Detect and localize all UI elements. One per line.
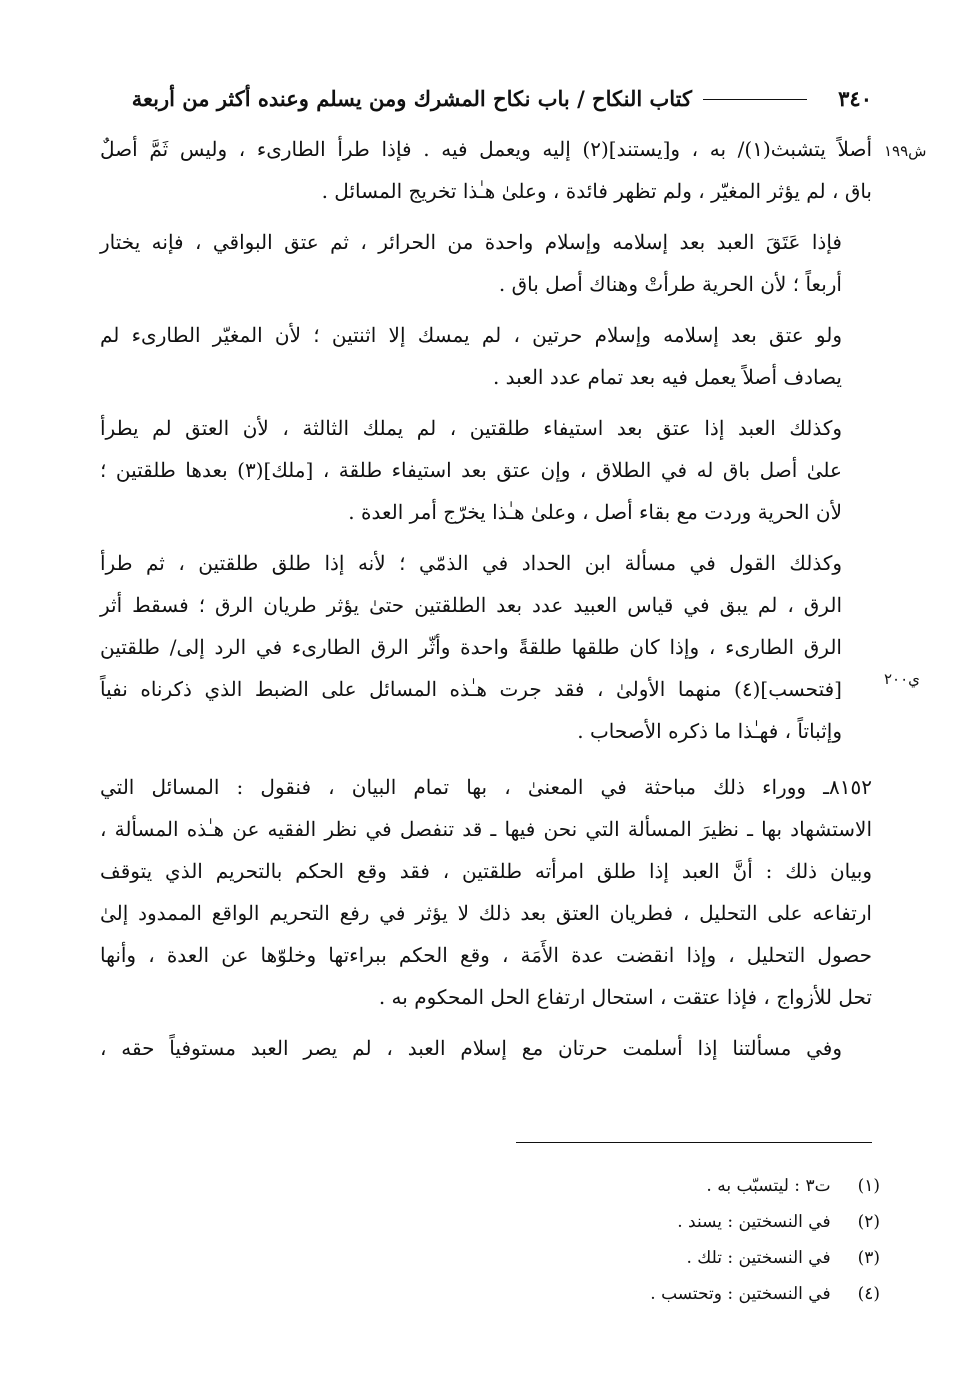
page-number: ٣٤٠ (838, 86, 872, 111)
footnote-number: (٤) (857, 1284, 880, 1304)
text-line: يصادف أصلاً يعمل فيه بعد تمام عدد العبد . (492, 365, 842, 389)
text-line: فإذا عَتَقَ العبد بعد إسلامه وإسلام واحدة من الحرائر ، ثم عتق البواقي ، فإنه يختار (100, 230, 842, 254)
footnote (500, 1276, 880, 1312)
footnote-number: (٢) (857, 1212, 880, 1232)
text-line: ارتفاعه على التحليل ، فطريان العتق بعد ذلك لا يؤثر في رفع التحريم الواقع الممدود إلىٰ (100, 901, 872, 925)
text-line: ٨١٥٢ـ ووراء ذلك مباحثة في المعنىٰ ، بها تمام البيان ، فنقول : المسائل التي (100, 775, 872, 799)
footnotes (500, 1168, 880, 1312)
text-line: الاستشهاد بها ـ نظيرَ المسألة التي نحن فيها ـ قد تنفصل في نظر الفقيه عن هـٰذه المسألة ، (100, 817, 872, 841)
text-line: لأن الحرية وردت مع بقاء أصل ، وعلىٰ هـٰذا يخرّج أمر العدة . (348, 500, 842, 524)
text-line: وبيان ذلك : أنَّ العبد إذا طلق امرأته طلقتين ، فقد وقع الحكم بالتحريم الذي يتوقف (100, 859, 872, 883)
footnote (500, 1240, 880, 1276)
footnote (500, 1204, 880, 1240)
footnote-rule (516, 1142, 872, 1143)
text-line: تحل للأزواج ، فإذا عتقت ، استحال ارتفاع الحل المحكوم به . (378, 985, 872, 1009)
text-line: وكذلك العبد إذا عتق بعد استيفاء طلقتين ، لم يملك الثالثة ، لأن العتق لم يطرأ (100, 416, 842, 440)
margin-note-manuscript-ref: ش١٩٩ (884, 142, 927, 160)
margin-note-manuscript-ref: ي٢٠٠ (884, 670, 920, 688)
text-line: وفي مسألتنا إذا أسلمت حرتان مع إسلام العبد ، لم يصر العبد مستوفياً حقه ، (100, 1036, 842, 1060)
text-line: الرق الطارىء ، وإذا كان طلقها طلقةً واحدة وأثّر الرق الطارىء في الرد إلى/ طلقتين (100, 635, 842, 659)
footnote-number: (٣) (857, 1248, 880, 1268)
paragraph (100, 542, 872, 752)
footnote-text: في النسختين : يسند . (677, 1212, 831, 1232)
footnote-text: في النسختين : وتحتسب . (650, 1284, 831, 1304)
text-line: أربعاً ؛ لأن الحرية طرأتْ وهناك أصل باق . (498, 272, 842, 296)
text-line: باق ، لم يؤثر المغيّر ، ولم تظهر فائدة ، وعلىٰ هـٰذا تخريج المسائل . (321, 179, 872, 203)
footnote-number: (١) (857, 1176, 880, 1196)
paragraph (100, 314, 872, 398)
text-line: [فتحسب](٤) منهما الأولىٰ ، فقد جرت هـٰذه المسائل على الضبط الذي ذكرناه نفياً (100, 677, 842, 701)
main-text (100, 128, 872, 1078)
paragraph (100, 407, 872, 533)
text-line: أصلاً يتشبث(١)/ به ، و[يستند](٢) إليه ويعمل فيه . فإذا طرأ الطارىء ، وليس ثَمَّ أصلٌ (100, 137, 872, 161)
text-line: حصول التحليل ، وإذا انقضت عدة الأَمَة ، وقع الحكم ببراءتها وخلوّها عن العدة ، وأنها (100, 943, 872, 967)
paragraph (100, 766, 872, 1018)
paragraph (100, 221, 872, 305)
paragraph (100, 128, 872, 212)
text-line: ولو عتق بعد إسلامه وإسلام حرتين ، لم يمسك إلا اثنتين ؛ لأن المغيّر الطارىء لم (100, 323, 842, 347)
footnote-text: ت٣ : ليتسبّب به . (706, 1176, 831, 1196)
paragraph (100, 1027, 872, 1069)
running-title: كتاب النكاح / باب نكاح المشرك ومن يسلم وعنده أكثر من أربعة (131, 86, 692, 111)
text-line: الرق ، لم يبق في قياس العبيد عدد بعد الطلقتين حتىٰ يؤثر طريان الرق ؛ فسقط أثر (100, 593, 842, 617)
footnote-text: في النسختين : تلك . (686, 1248, 831, 1268)
text-line: وكذلك القول في مسألة ابن الحداد في الذمّي ؛ لأنه إذا طلق طلقتين ، ثم طرأ (100, 551, 842, 575)
text-line: علىٰ أصل باق له في الطلاق ، وإن عتق بعد استيفاء طلقة ، [ملك](٣) بعدها طلقتين ؛ (100, 458, 842, 482)
page-header (100, 82, 872, 122)
text-line: وإثباتاً ، فهـٰذا ما ذكره الأصحاب . (577, 719, 842, 743)
header-rule (703, 99, 807, 100)
footnote (500, 1168, 880, 1204)
